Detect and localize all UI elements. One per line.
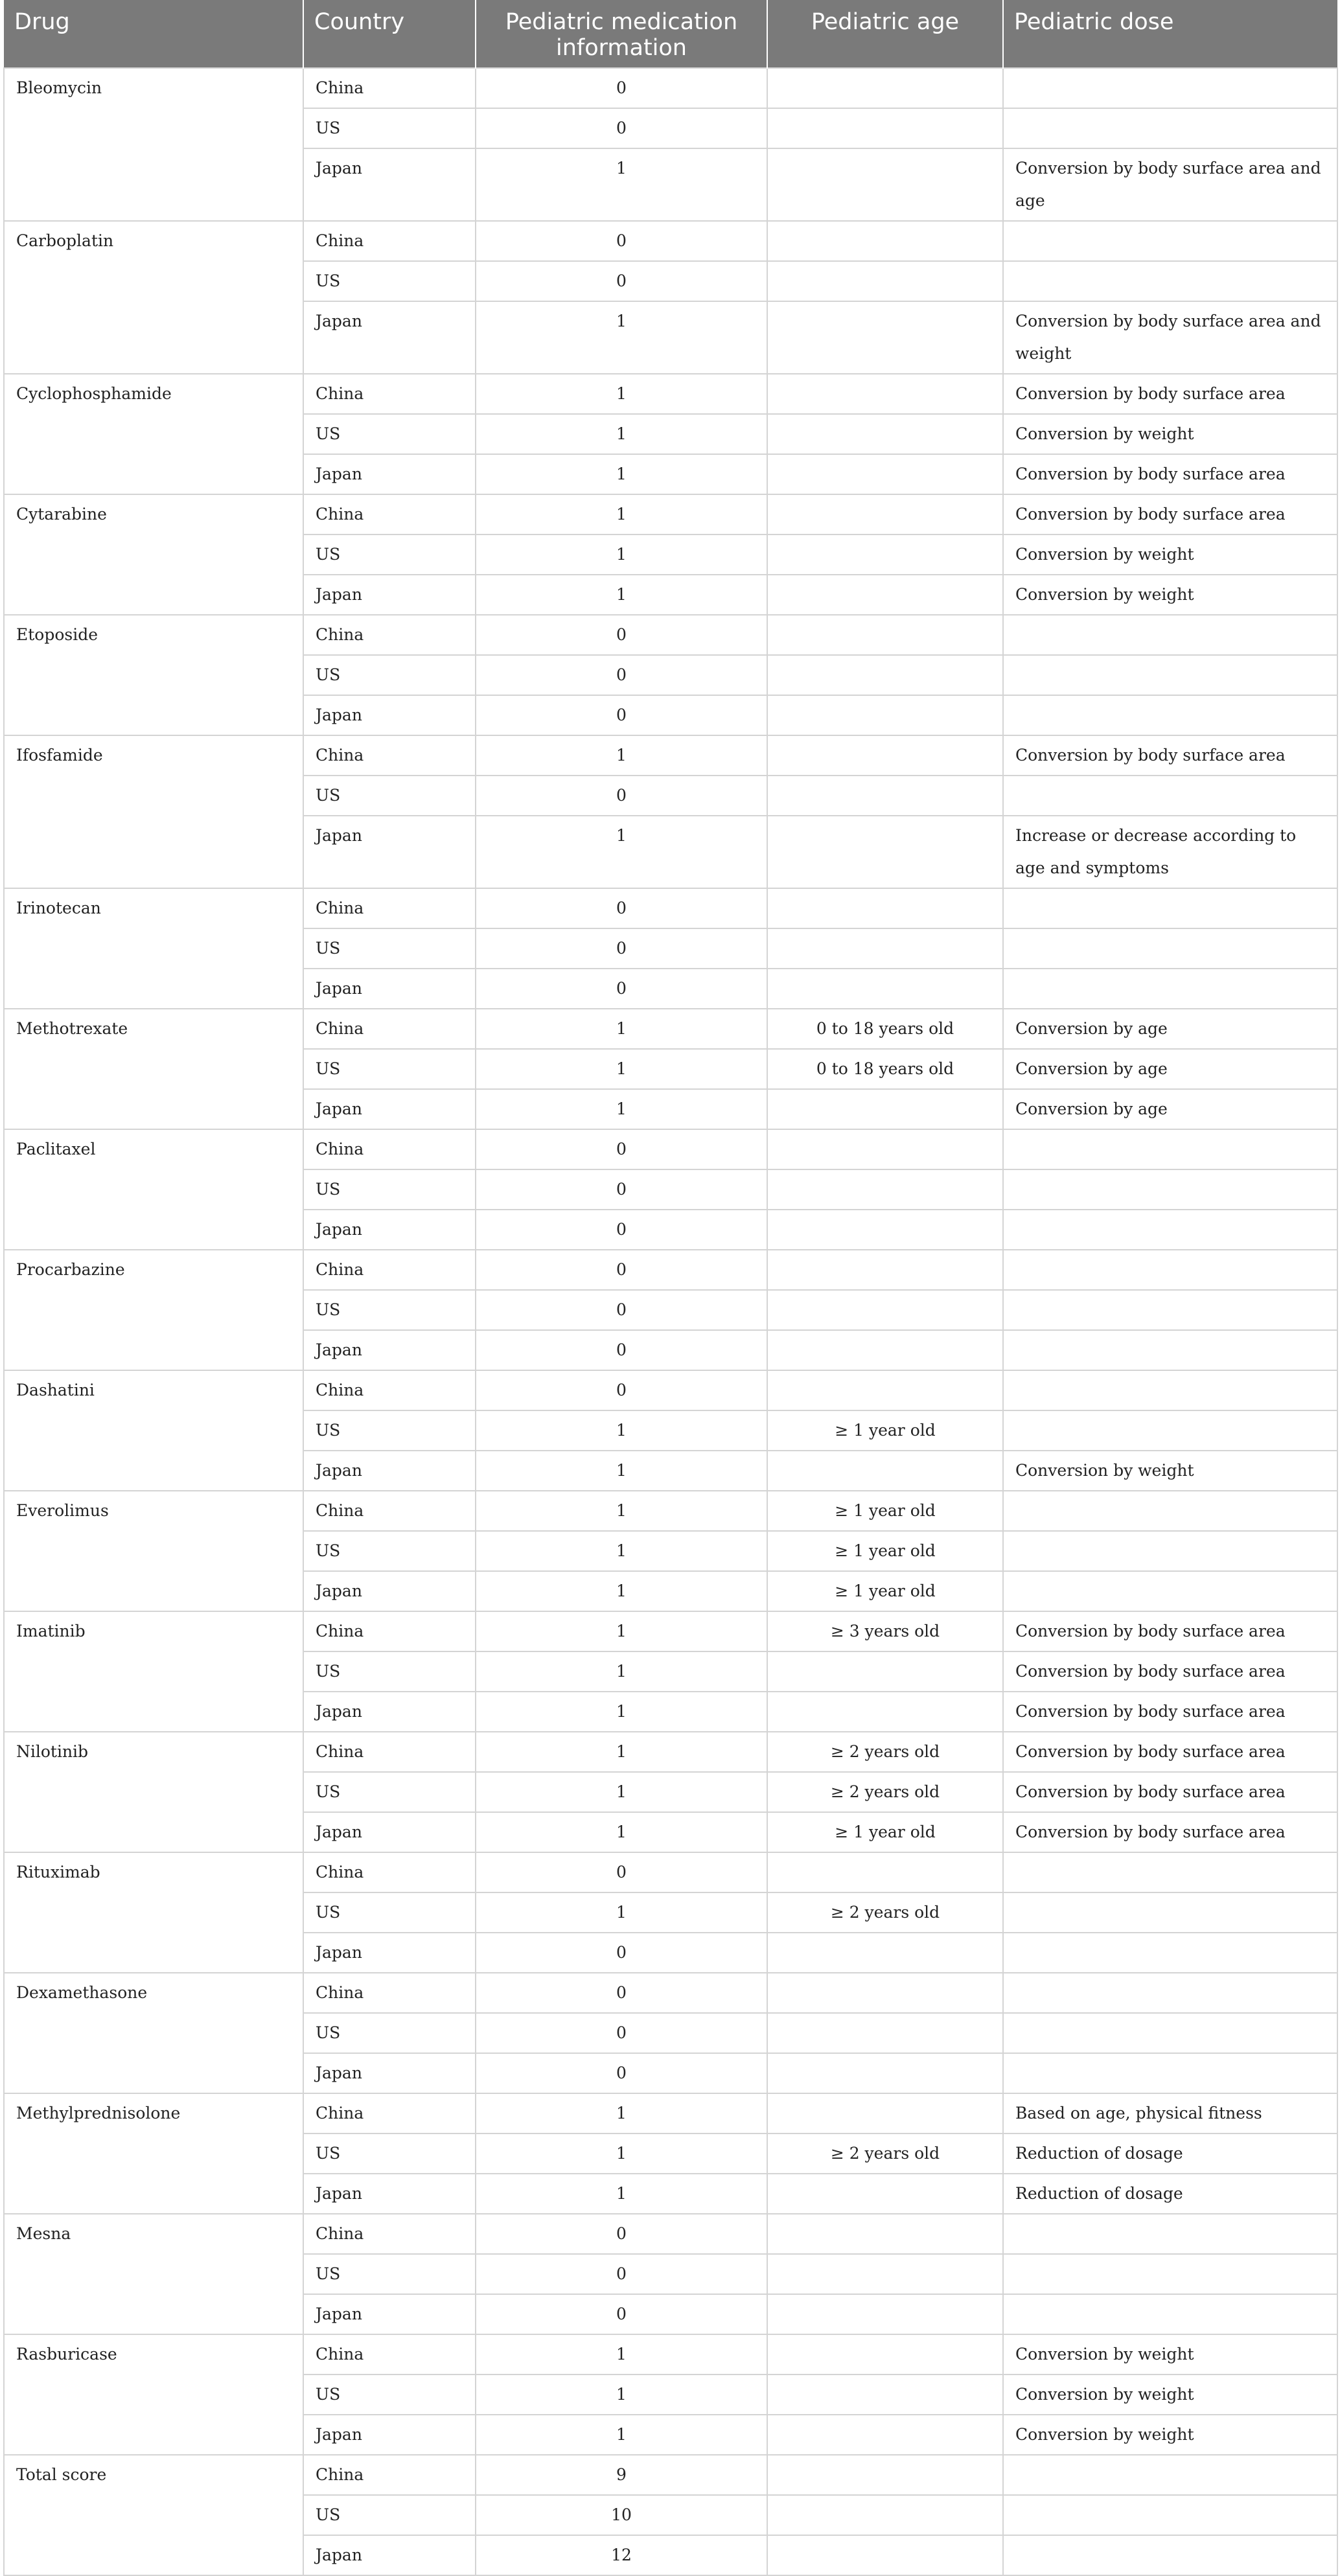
drug-cell: Mesna <box>4 2214 303 2334</box>
country-cell: US <box>303 1892 476 1933</box>
dose-cell <box>1003 1210 1337 1250</box>
country-cell: Japan <box>303 1330 476 1370</box>
dose-cell: Based on age, physical fitness <box>1003 2093 1337 2133</box>
dose-cell <box>1003 261 1337 301</box>
dose-cell <box>1003 969 1337 1009</box>
dose-cell <box>1003 2455 1337 2495</box>
country-cell: US <box>303 776 476 816</box>
dose-cell <box>1003 1410 1337 1451</box>
info-cell: 0 <box>476 1169 767 1210</box>
info-cell: 1 <box>476 1571 767 1611</box>
age-cell <box>767 2535 1003 2575</box>
age-cell <box>767 261 1003 301</box>
country-cell: China <box>303 1732 476 1772</box>
info-cell: 0 <box>476 655 767 695</box>
age-cell <box>767 928 1003 969</box>
age-cell: ≥ 2 years old <box>767 1772 1003 1812</box>
age-cell: ≥ 3 years old <box>767 1611 1003 1651</box>
info-cell: 1 <box>476 1692 767 1732</box>
info-cell: 9 <box>476 2455 767 2495</box>
country-cell: Japan <box>303 301 476 374</box>
info-cell: 0 <box>476 615 767 655</box>
country-cell: China <box>303 615 476 655</box>
table-body <box>4 68 1337 2575</box>
info-cell: 0 <box>476 1129 767 1169</box>
dose-cell: Conversion by weight <box>1003 2375 1337 2415</box>
age-cell <box>767 655 1003 695</box>
table-row <box>4 1852 1337 1892</box>
table-row <box>4 221 1337 261</box>
age-cell <box>767 1330 1003 1370</box>
age-cell <box>767 2093 1003 2133</box>
info-cell: 0 <box>476 1370 767 1410</box>
dose-cell: Conversion by age <box>1003 1089 1337 1129</box>
table-row <box>4 494 1337 535</box>
age-cell <box>767 1250 1003 1290</box>
drug-cell: Rasburicase <box>4 2334 303 2455</box>
info-cell: 0 <box>476 1933 767 1973</box>
info-cell: 1 <box>476 1732 767 1772</box>
info-cell: 1 <box>476 1491 767 1531</box>
country-cell: China <box>303 1491 476 1531</box>
dose-cell <box>1003 1250 1337 1290</box>
dose-cell <box>1003 776 1337 816</box>
info-cell: 1 <box>476 1049 767 1089</box>
drug-cell: Cyclophosphamide <box>4 374 303 494</box>
table-row <box>4 1611 1337 1651</box>
dose-cell <box>1003 1571 1337 1611</box>
dose-cell: Reduction of dosage <box>1003 2174 1337 2214</box>
age-cell <box>767 1129 1003 1169</box>
info-cell: 1 <box>476 575 767 615</box>
age-cell <box>767 2294 1003 2334</box>
dose-cell: Conversion by body surface area <box>1003 1651 1337 1692</box>
country-cell: US <box>303 1290 476 1330</box>
header-drug: Drug <box>4 0 303 68</box>
country-cell: US <box>303 1772 476 1812</box>
country-cell: China <box>303 735 476 776</box>
country-cell: US <box>303 928 476 969</box>
dose-cell <box>1003 1933 1337 1973</box>
info-cell: 1 <box>476 374 767 414</box>
dose-cell: Conversion by body surface area <box>1003 1692 1337 1732</box>
country-cell: US <box>303 1531 476 1571</box>
age-cell <box>767 535 1003 575</box>
info-cell: 1 <box>476 1451 767 1491</box>
header-row <box>4 0 1337 68</box>
country-cell: Japan <box>303 1571 476 1611</box>
info-cell: 0 <box>476 1852 767 1892</box>
dose-cell: Conversion by body surface area <box>1003 494 1337 535</box>
age-cell <box>767 1852 1003 1892</box>
info-cell: 1 <box>476 454 767 494</box>
country-cell: China <box>303 1973 476 2013</box>
drug-cell: Everolimus <box>4 1491 303 1611</box>
table-row <box>4 374 1337 414</box>
table-row <box>4 735 1337 776</box>
drug-cell: Rituximab <box>4 1852 303 1973</box>
age-cell: ≥ 2 years old <box>767 2133 1003 2174</box>
country-cell: China <box>303 494 476 535</box>
country-cell: Japan <box>303 1089 476 1129</box>
age-cell <box>767 1692 1003 1732</box>
country-cell: Japan <box>303 1812 476 1852</box>
dose-cell: Conversion by body surface area <box>1003 1732 1337 1772</box>
info-cell: 0 <box>476 969 767 1009</box>
drug-cell: Cytarabine <box>4 494 303 615</box>
dose-cell <box>1003 2013 1337 2053</box>
age-cell <box>767 414 1003 454</box>
country-cell: Japan <box>303 575 476 615</box>
country-cell: US <box>303 535 476 575</box>
age-cell <box>767 2455 1003 2495</box>
header-pediatric-age: Pediatric age <box>767 0 1003 68</box>
table-row <box>4 1009 1337 1049</box>
country-cell: US <box>303 1049 476 1089</box>
info-cell: 12 <box>476 2535 767 2575</box>
age-cell <box>767 2013 1003 2053</box>
country-cell: China <box>303 2334 476 2375</box>
country-cell: China <box>303 1852 476 1892</box>
dose-cell <box>1003 1892 1337 1933</box>
dose-cell: Conversion by body surface area <box>1003 374 1337 414</box>
drug-cell: Total score <box>4 2455 303 2575</box>
country-cell: Japan <box>303 2294 476 2334</box>
info-cell: 1 <box>476 816 767 888</box>
age-cell <box>767 2375 1003 2415</box>
dose-cell: Conversion by weight <box>1003 2334 1337 2375</box>
header-pediatric-medication-information: Pediatric medication information <box>476 0 767 68</box>
info-cell: 1 <box>476 2334 767 2375</box>
dose-cell <box>1003 1370 1337 1410</box>
dose-cell: Conversion by body surface area <box>1003 735 1337 776</box>
age-cell <box>767 2254 1003 2294</box>
info-cell: 1 <box>476 1651 767 1692</box>
dose-cell <box>1003 2535 1337 2575</box>
country-cell: Japan <box>303 1692 476 1732</box>
age-cell <box>767 301 1003 374</box>
country-cell: US <box>303 655 476 695</box>
age-cell <box>767 494 1003 535</box>
country-cell: China <box>303 2455 476 2495</box>
table-row <box>4 1370 1337 1410</box>
country-cell: China <box>303 2093 476 2133</box>
age-cell <box>767 1169 1003 1210</box>
dose-cell: Conversion by body surface area <box>1003 1772 1337 1812</box>
drug-cell: Bleomycin <box>4 68 303 221</box>
info-cell: 0 <box>476 68 767 108</box>
info-cell: 0 <box>476 1973 767 2013</box>
drug-cell: Procarbazine <box>4 1250 303 1370</box>
age-cell <box>767 888 1003 928</box>
info-cell: 1 <box>476 1410 767 1451</box>
info-cell: 1 <box>476 2375 767 2415</box>
table-row <box>4 1973 1337 2013</box>
info-cell: 0 <box>476 1290 767 1330</box>
info-cell: 1 <box>476 735 767 776</box>
dose-cell <box>1003 615 1337 655</box>
info-cell: 0 <box>476 108 767 148</box>
age-cell <box>767 2214 1003 2254</box>
country-cell: US <box>303 2133 476 2174</box>
country-cell: US <box>303 2254 476 2294</box>
age-cell <box>767 221 1003 261</box>
age-cell <box>767 108 1003 148</box>
info-cell: 1 <box>476 1009 767 1049</box>
dose-cell: Conversion by weight <box>1003 575 1337 615</box>
age-cell <box>767 2334 1003 2375</box>
dose-cell <box>1003 1531 1337 1571</box>
age-cell <box>767 2053 1003 2093</box>
dose-cell: Conversion by body surface area <box>1003 454 1337 494</box>
country-cell: Japan <box>303 1210 476 1250</box>
table-row <box>4 68 1337 108</box>
table-row <box>4 2455 1337 2495</box>
table-row <box>4 888 1337 928</box>
country-cell: Japan <box>303 1933 476 1973</box>
drug-cell: Paclitaxel <box>4 1129 303 1250</box>
age-cell <box>767 776 1003 816</box>
dose-cell: Conversion by body surface area <box>1003 1812 1337 1852</box>
dose-cell <box>1003 1973 1337 2013</box>
country-cell: US <box>303 1410 476 1451</box>
country-cell: China <box>303 2214 476 2254</box>
country-cell: US <box>303 2375 476 2415</box>
table-row <box>4 2214 1337 2254</box>
info-cell: 1 <box>476 1772 767 1812</box>
country-cell: US <box>303 1169 476 1210</box>
country-cell: US <box>303 2013 476 2053</box>
info-cell: 0 <box>476 221 767 261</box>
country-cell: Japan <box>303 2415 476 2455</box>
age-cell <box>767 2495 1003 2535</box>
table-row <box>4 1250 1337 1290</box>
drug-cell: Methylprednisolone <box>4 2093 303 2214</box>
country-cell: US <box>303 261 476 301</box>
age-cell <box>767 1651 1003 1692</box>
info-cell: 1 <box>476 2415 767 2455</box>
info-cell: 0 <box>476 2214 767 2254</box>
age-cell: ≥ 1 year old <box>767 1410 1003 1451</box>
age-cell <box>767 1089 1003 1129</box>
dose-cell: Conversion by age <box>1003 1049 1337 1089</box>
dose-cell <box>1003 108 1337 148</box>
dose-cell <box>1003 888 1337 928</box>
country-cell: Japan <box>303 2174 476 2214</box>
country-cell: Japan <box>303 2053 476 2093</box>
age-cell <box>767 1210 1003 1250</box>
dose-cell <box>1003 1129 1337 1169</box>
info-cell: 1 <box>476 414 767 454</box>
info-cell: 0 <box>476 2053 767 2093</box>
dose-cell: Conversion by weight <box>1003 1451 1337 1491</box>
dose-cell <box>1003 2214 1337 2254</box>
age-cell: ≥ 1 year old <box>767 1571 1003 1611</box>
drug-cell: Carboplatin <box>4 221 303 374</box>
country-cell: Japan <box>303 969 476 1009</box>
age-cell <box>767 2415 1003 2455</box>
table-row <box>4 1491 1337 1531</box>
dose-cell <box>1003 1491 1337 1531</box>
info-cell: 1 <box>476 1089 767 1129</box>
country-cell: Japan <box>303 454 476 494</box>
drug-cell: Dashatini <box>4 1370 303 1491</box>
drug-cell: Nilotinib <box>4 1732 303 1852</box>
table-row <box>4 615 1337 655</box>
country-cell: China <box>303 68 476 108</box>
table-row <box>4 2334 1337 2375</box>
info-cell: 1 <box>476 1892 767 1933</box>
dose-cell <box>1003 2495 1337 2535</box>
dose-cell: Conversion by body surface area <box>1003 1611 1337 1651</box>
drug-cell: Imatinib <box>4 1611 303 1732</box>
age-cell <box>767 695 1003 735</box>
age-cell <box>767 1451 1003 1491</box>
info-cell: 1 <box>476 2174 767 2214</box>
age-cell <box>767 1973 1003 2013</box>
info-cell: 0 <box>476 695 767 735</box>
dose-cell: Conversion by weight <box>1003 535 1337 575</box>
age-cell <box>767 816 1003 888</box>
info-cell: 1 <box>476 301 767 374</box>
dose-cell: Reduction of dosage <box>1003 2133 1337 2174</box>
dose-cell <box>1003 1290 1337 1330</box>
dose-cell <box>1003 1169 1337 1210</box>
age-cell <box>767 374 1003 414</box>
age-cell: 0 to 18 years old <box>767 1049 1003 1089</box>
country-cell: Japan <box>303 2535 476 2575</box>
info-cell: 0 <box>476 888 767 928</box>
info-cell: 0 <box>476 1210 767 1250</box>
age-cell <box>767 1290 1003 1330</box>
info-cell: 0 <box>476 2254 767 2294</box>
info-cell: 1 <box>476 494 767 535</box>
dose-cell: Conversion by weight <box>1003 414 1337 454</box>
info-cell: 0 <box>476 1250 767 1290</box>
pediatric-medication-table <box>3 0 1338 2576</box>
age-cell <box>767 68 1003 108</box>
country-cell: China <box>303 1611 476 1651</box>
country-cell: China <box>303 374 476 414</box>
info-cell: 1 <box>476 148 767 221</box>
drug-cell: Irinotecan <box>4 888 303 1009</box>
age-cell <box>767 1370 1003 1410</box>
table-row <box>4 2093 1337 2133</box>
dose-cell <box>1003 221 1337 261</box>
dose-cell <box>1003 1330 1337 1370</box>
age-cell: 0 to 18 years old <box>767 1009 1003 1049</box>
country-cell: Japan <box>303 148 476 221</box>
dose-cell <box>1003 2053 1337 2093</box>
info-cell: 1 <box>476 2093 767 2133</box>
country-cell: China <box>303 1250 476 1290</box>
country-cell: US <box>303 2495 476 2535</box>
age-cell <box>767 575 1003 615</box>
table-row <box>4 1129 1337 1169</box>
country-cell: China <box>303 1370 476 1410</box>
header-pediatric-dose: Pediatric dose <box>1003 0 1337 68</box>
dose-cell <box>1003 695 1337 735</box>
info-cell: 1 <box>476 1812 767 1852</box>
info-cell: 1 <box>476 1531 767 1571</box>
age-cell <box>767 735 1003 776</box>
drug-cell: Dexamethasone <box>4 1973 303 2093</box>
country-cell: China <box>303 1009 476 1049</box>
table-row <box>4 1732 1337 1772</box>
drug-cell: Ifosfamide <box>4 735 303 888</box>
country-cell: Japan <box>303 816 476 888</box>
info-cell: 0 <box>476 1330 767 1370</box>
dose-cell: Conversion by weight <box>1003 2415 1337 2455</box>
country-cell: Japan <box>303 695 476 735</box>
dose-cell: Conversion by body surface area and weight <box>1003 301 1337 374</box>
dose-cell <box>1003 2294 1337 2334</box>
country-cell: China <box>303 221 476 261</box>
age-cell: ≥ 2 years old <box>767 1892 1003 1933</box>
dose-cell <box>1003 655 1337 695</box>
info-cell: 1 <box>476 535 767 575</box>
info-cell: 0 <box>476 2294 767 2334</box>
age-cell <box>767 2174 1003 2214</box>
info-cell: 1 <box>476 2133 767 2174</box>
age-cell <box>767 454 1003 494</box>
info-cell: 10 <box>476 2495 767 2535</box>
info-cell: 0 <box>476 2013 767 2053</box>
country-cell: US <box>303 108 476 148</box>
dose-cell <box>1003 2254 1337 2294</box>
drug-cell: Methotrexate <box>4 1009 303 1129</box>
country-cell: US <box>303 414 476 454</box>
info-cell: 0 <box>476 776 767 816</box>
drug-cell: Etoposide <box>4 615 303 735</box>
info-cell: 1 <box>476 1611 767 1651</box>
age-cell: ≥ 1 year old <box>767 1531 1003 1571</box>
country-cell: China <box>303 1129 476 1169</box>
dose-cell <box>1003 928 1337 969</box>
dose-cell <box>1003 68 1337 108</box>
info-cell: 0 <box>476 261 767 301</box>
dose-cell: Conversion by age <box>1003 1009 1337 1049</box>
age-cell: ≥ 1 year old <box>767 1491 1003 1531</box>
age-cell: ≥ 2 years old <box>767 1732 1003 1772</box>
country-cell: US <box>303 1651 476 1692</box>
header-country: Country <box>303 0 476 68</box>
country-cell: Japan <box>303 1451 476 1491</box>
age-cell <box>767 969 1003 1009</box>
dose-cell <box>1003 1852 1337 1892</box>
info-cell: 0 <box>476 928 767 969</box>
country-cell: China <box>303 888 476 928</box>
dose-cell: Conversion by body surface area and age <box>1003 148 1337 221</box>
dose-cell: Increase or decrease according to age and symptoms <box>1003 816 1337 888</box>
age-cell: ≥ 1 year old <box>767 1812 1003 1852</box>
age-cell <box>767 148 1003 221</box>
age-cell <box>767 615 1003 655</box>
age-cell <box>767 1933 1003 1973</box>
